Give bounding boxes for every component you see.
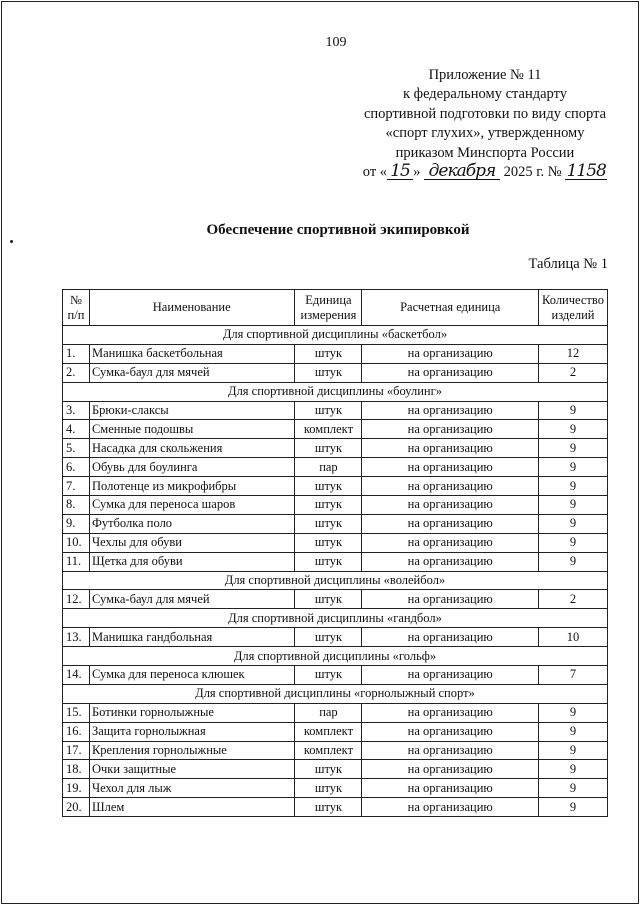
item-name: Сумка-баул для мячей (89, 590, 294, 609)
table-row (63, 514, 608, 533)
row-number: 14. (63, 666, 90, 685)
table-row (63, 798, 608, 817)
calc-unit: на организацию (362, 722, 539, 741)
item-name: Манишка гандбольная (89, 628, 294, 647)
unit: комплект (295, 741, 362, 760)
quantity: 9 (539, 439, 608, 458)
table-label: Таблица № 1 (528, 256, 608, 272)
item-name: Защита горнолыжная (89, 722, 294, 741)
equipment-table (62, 289, 608, 817)
calc-unit: на организацию (362, 552, 539, 571)
section-row (63, 609, 608, 628)
quantity: 2 (539, 363, 608, 382)
row-number: 12. (63, 590, 90, 609)
section-title: Для спортивной дисциплины «боулинг» (63, 382, 608, 401)
appendix-line: «спорт глухих», утвержденному (385, 125, 585, 142)
calc-unit: на организацию (362, 798, 539, 817)
quantity: 9 (539, 741, 608, 760)
row-number: 20. (63, 798, 90, 817)
quantity: 9 (539, 722, 608, 741)
table-row (63, 552, 608, 571)
unit: штук (295, 552, 362, 571)
row-number: 19. (63, 779, 90, 798)
quantity: 9 (539, 514, 608, 533)
calc-unit: на организацию (362, 477, 539, 496)
item-name: Крепления горнолыжные (89, 741, 294, 760)
table-row (63, 477, 608, 496)
document-title: Обеспечение спортивной экипировкой (206, 222, 470, 238)
table-row (63, 439, 608, 458)
row-number: 11. (63, 552, 90, 571)
handwritten-month: декабря (424, 163, 500, 180)
calc-unit: на организацию (362, 666, 539, 685)
calc-unit: на организацию (362, 363, 539, 382)
item-name: Футболка поло (89, 514, 294, 533)
item-name: Очки защитные (89, 760, 294, 779)
appendix-line: Приложение № 11 (428, 67, 542, 83)
calc-unit: на организацию (362, 344, 539, 363)
row-number: 15. (63, 703, 90, 722)
row-number: 5. (63, 439, 90, 458)
item-name: Сумка для переноса клюшек (89, 666, 294, 685)
table-row (63, 420, 608, 439)
unit: штук (295, 590, 362, 609)
section-title: Для спортивной дисциплины «баскетбол» (63, 326, 608, 345)
calc-unit: на организацию (362, 628, 539, 647)
appendix-date-line (330, 163, 640, 182)
item-name: Сумка-баул для мячей (89, 363, 294, 382)
item-name: Манишка баскетбольная (89, 344, 294, 363)
table-row (63, 363, 608, 382)
item-name: Сумка для переноса шаров (89, 496, 294, 515)
calc-unit: на организацию (362, 760, 539, 779)
item-name: Полотенце из микрофибры (89, 477, 294, 496)
table-body (63, 326, 608, 817)
calc-unit: на организацию (362, 496, 539, 515)
row-number: 13. (63, 628, 90, 647)
unit: комплект (295, 420, 362, 439)
quantity: 7 (539, 666, 608, 685)
table-row (63, 401, 608, 420)
unit: штук (295, 477, 362, 496)
calc-unit: на организацию (362, 420, 539, 439)
section-row (63, 571, 608, 590)
table-row (63, 666, 608, 685)
calc-unit: на организацию (362, 779, 539, 798)
item-name: Насадка для скольжения (89, 439, 294, 458)
header-calc-unit: Расчетная единица (362, 290, 539, 326)
row-number: 9. (63, 514, 90, 533)
quantity: 9 (539, 703, 608, 722)
row-number: 3. (63, 401, 90, 420)
quantity: 9 (539, 533, 608, 552)
row-number: 8. (63, 496, 90, 515)
item-name: Шлем (89, 798, 294, 817)
row-number: 17. (63, 741, 90, 760)
unit: пар (295, 703, 362, 722)
calc-unit: на организацию (362, 590, 539, 609)
section-title: Для спортивной дисциплины «волейбол» (63, 571, 608, 590)
item-name: Чехол для лыж (89, 779, 294, 798)
table-row (63, 458, 608, 477)
page-number: 109 (325, 35, 347, 50)
quantity: 9 (539, 496, 608, 515)
item-name: Щетка для обуви (89, 552, 294, 571)
scan-speck (10, 240, 13, 243)
table-row (63, 590, 608, 609)
section-title: Для спортивной дисциплины «горнолыжный спорт» (63, 684, 608, 703)
row-number: 1. (63, 344, 90, 363)
calc-unit: на организацию (362, 401, 539, 420)
unit: штук (295, 439, 362, 458)
date-year: 2025 г. № (503, 164, 562, 181)
header-quantity: Количество изделий (539, 290, 608, 326)
table-row (63, 533, 608, 552)
section-row (63, 326, 608, 345)
calc-unit: на организацию (362, 514, 539, 533)
quantity: 9 (539, 760, 608, 779)
header-unit: Единица измерения (295, 290, 362, 326)
date-mid: » (413, 164, 421, 181)
item-name: Ботинки горнолыжные (89, 703, 294, 722)
unit: штук (295, 666, 362, 685)
calc-unit: на организацию (362, 458, 539, 477)
row-number: 7. (63, 477, 90, 496)
table-row (63, 496, 608, 515)
appendix-header (330, 66, 640, 182)
unit: штук (295, 628, 362, 647)
header-number: № п/п (63, 290, 90, 326)
quantity: 9 (539, 798, 608, 817)
header-name: Наименование (89, 290, 294, 326)
calc-unit: на организацию (362, 533, 539, 552)
table-row (63, 741, 608, 760)
quantity: 12 (539, 344, 608, 363)
calc-unit: на организацию (362, 439, 539, 458)
handwritten-day: 15 (387, 163, 413, 180)
section-title: Для спортивной дисциплины «гольф» (63, 647, 608, 666)
quantity: 9 (539, 401, 608, 420)
unit: штук (295, 401, 362, 420)
item-name: Брюки-слаксы (89, 401, 294, 420)
unit: штук (295, 363, 362, 382)
table-row (63, 344, 608, 363)
table-header-row (63, 290, 608, 326)
unit: штук (295, 779, 362, 798)
quantity: 9 (539, 458, 608, 477)
row-number: 16. (63, 722, 90, 741)
unit: штук (295, 533, 362, 552)
item-name: Сменные подошвы (89, 420, 294, 439)
appendix-line: спортивной подготовки по виду спорта (363, 105, 607, 122)
unit: штук (295, 798, 362, 817)
appendix-line: приказом Минспорта России (395, 144, 575, 161)
quantity: 2 (539, 590, 608, 609)
section-row (63, 382, 608, 401)
table-row (63, 779, 608, 798)
row-number: 10. (63, 533, 90, 552)
item-name: Чехлы для обуви (89, 533, 294, 552)
quantity: 9 (539, 779, 608, 798)
table-row (63, 760, 608, 779)
row-number: 18. (63, 760, 90, 779)
section-row (63, 647, 608, 666)
unit: штук (295, 344, 362, 363)
item-name: Обувь для боулинга (89, 458, 294, 477)
row-number: 2. (63, 363, 90, 382)
calc-unit: на организацию (362, 703, 539, 722)
unit: комплект (295, 722, 362, 741)
appendix-line: к федеральному стандарту (403, 86, 567, 103)
calc-unit: на организацию (362, 741, 539, 760)
quantity: 9 (539, 420, 608, 439)
section-title: Для спортивной дисциплины «гандбол» (63, 609, 608, 628)
row-number: 4. (63, 420, 90, 439)
table-row (63, 703, 608, 722)
handwritten-order-number: 1158 (566, 161, 606, 182)
unit: пар (295, 458, 362, 477)
quantity: 10 (539, 628, 608, 647)
table-row (63, 628, 608, 647)
quantity: 9 (539, 552, 608, 571)
section-row (63, 684, 608, 703)
row-number: 6. (63, 458, 90, 477)
unit: штук (295, 496, 362, 515)
quantity: 9 (539, 477, 608, 496)
unit: штук (295, 514, 362, 533)
table-row (63, 722, 608, 741)
date-prefix: от « (362, 164, 388, 181)
unit: штук (295, 760, 362, 779)
